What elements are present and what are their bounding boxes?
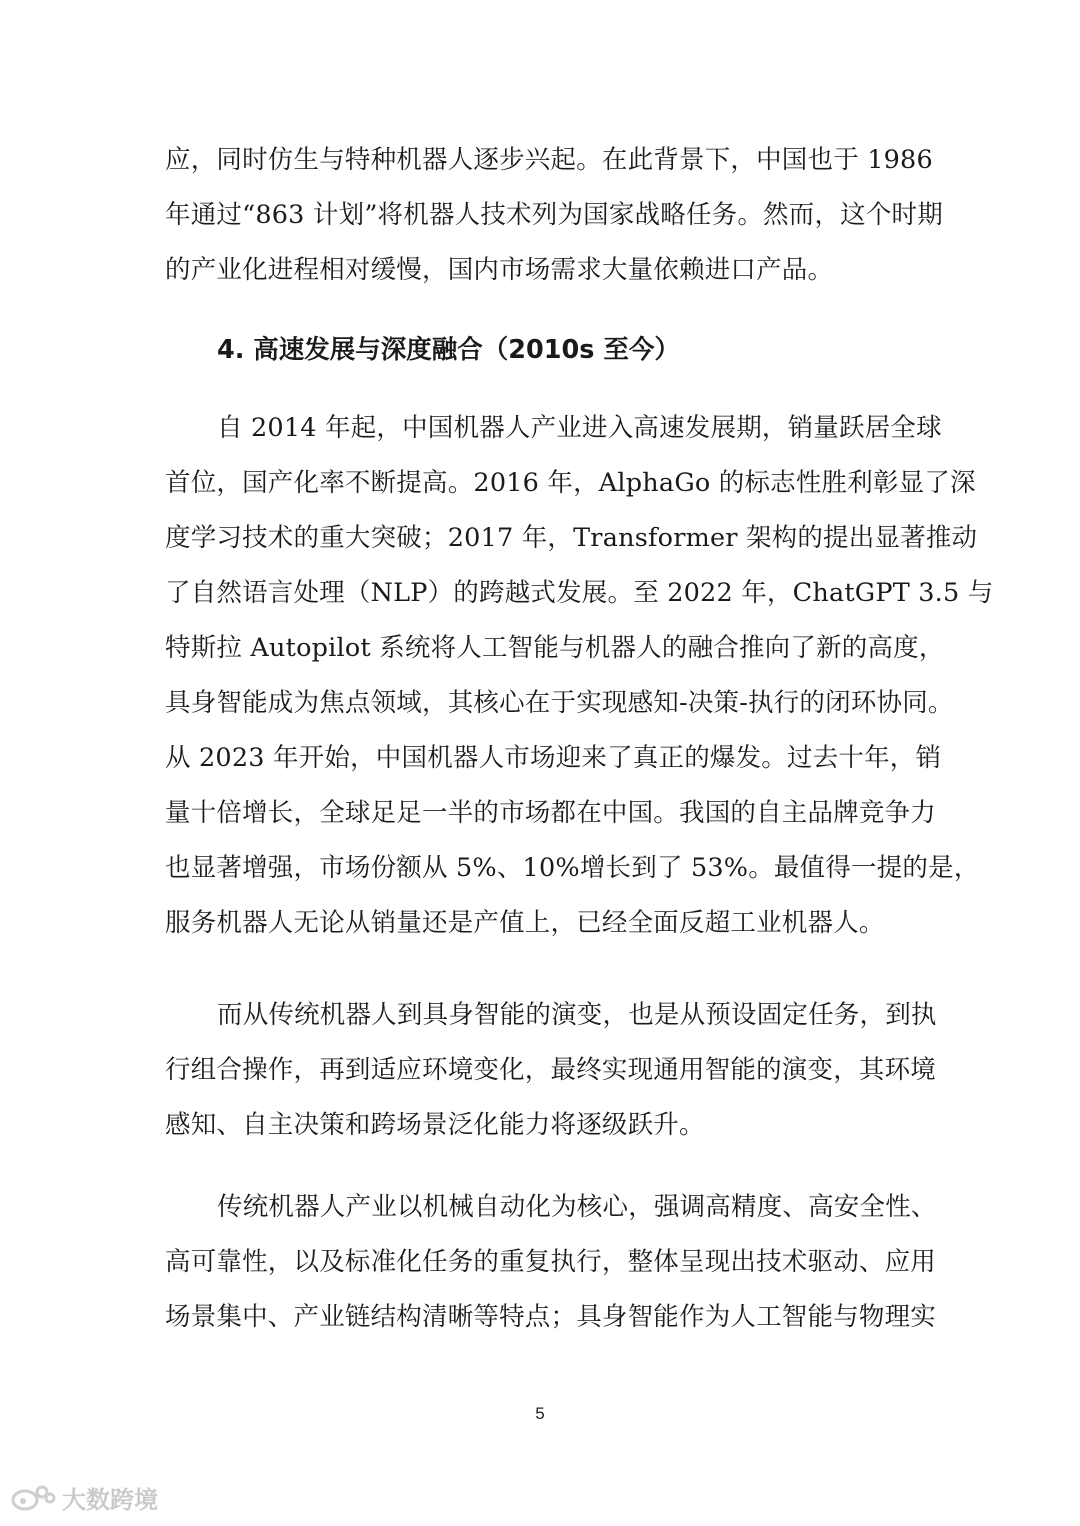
paragraph-line: 量十倍增长，全球足足一半的市场都在中国。我国的自主品牌竞争力 <box>165 798 937 828</box>
paragraph-line: 行组合操作，再到适应环境变化，最终实现通用智能的演变，其环境 <box>165 1055 937 1085</box>
section-heading: 4. 高速发展与深度融合（2010s 至今） <box>217 335 680 365</box>
watermark-text: 大数跨境 <box>62 1485 158 1514</box>
paragraph-line: 从 2023 年开始，中国机器人市场迎来了真正的爆发。过去十年，销 <box>165 743 942 773</box>
paragraph-line: 而从传统机器人到具身智能的演变，也是从预设固定任务，到执 <box>217 1000 937 1030</box>
paragraph-line: 特斯拉 Autopilot 系统将人工智能与机器人的融合推向了新的高度， <box>165 633 945 663</box>
paragraph-line: 场景集中、产业链结构清晰等特点；具身智能作为人工智能与物理实 <box>165 1302 937 1332</box>
paragraph-line: 高可靠性，以及标准化任务的重复执行，整体呈现出技术驱动、应用 <box>165 1247 937 1277</box>
weibo-style-logo-icon <box>10 1482 56 1512</box>
paragraph-line: 年通过“863 计划”将机器人技术列为国家战略任务。然而，这个时期 <box>165 200 943 230</box>
paragraph-line: 感知、自主决策和跨场景泛化能力将逐级跃升。 <box>165 1110 705 1140</box>
paragraph-line: 了自然语言处理（NLP）的跨越式发展。至 2022 年，ChatGPT 3.5 与 <box>165 578 994 608</box>
paragraph-line: 传统机器人产业以机械自动化为核心，强调高精度、高安全性、 <box>217 1192 937 1222</box>
paragraph-line: 度学习技术的重大突破；2017 年，Transformer 架构的提出显著推动 <box>165 523 978 553</box>
page-number: 5 <box>535 1404 545 1423</box>
watermark <box>10 1478 158 1516</box>
paragraph-line: 具身智能成为焦点领域，其核心在于实现感知-决策-执行的闭环协同。 <box>165 688 954 718</box>
paragraph-line: 应，同时仿生与特种机器人逐步兴起。在此背景下，中国也于 1986 <box>165 145 933 175</box>
paragraph-line: 的产业化进程相对缓慢，国内市场需求大量依赖进口产品。 <box>165 255 834 285</box>
paragraph-line: 服务机器人无论从销量还是产值上，已经全面反超工业机器人。 <box>165 908 885 938</box>
paragraph-line: 也显著增强，市场份额从 5%、10%增长到了 53%。最值得一提的是， <box>165 853 980 883</box>
paragraph-line: 首位，国产化率不断提高。2016 年，AlphaGo 的标志性胜利彰显了深 <box>165 468 976 498</box>
paragraph-line: 自 2014 年起，中国机器人产业进入高速发展期，销量跃居全球 <box>217 413 942 443</box>
